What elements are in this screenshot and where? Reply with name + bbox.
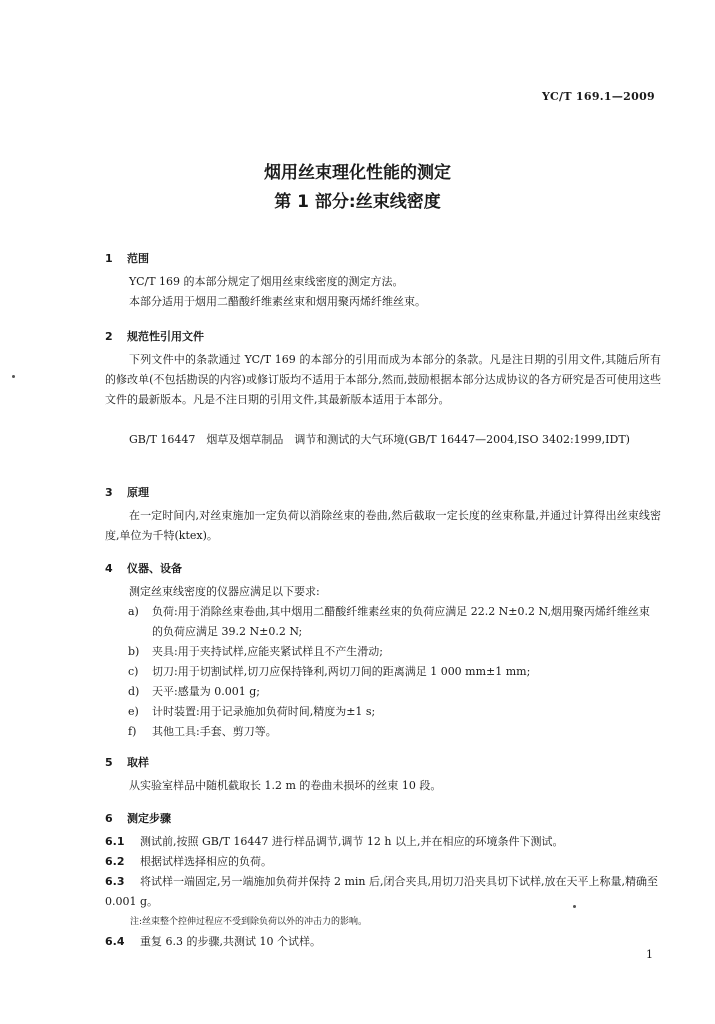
list-item-text: 计时装置:用于记录施加负荷时间,精度为±1 s; <box>152 705 376 718</box>
list-item-label: a) <box>128 605 139 618</box>
subsection-number: 6.4 <box>105 935 125 948</box>
section-number: 3 <box>105 486 113 499</box>
note: 注:丝束整个控伸过程应不受到除负荷以外的冲击力的影响。 <box>130 917 368 927</box>
list-item-label: f) <box>128 725 137 738</box>
subsection-text: 将试样一端固定,另一端施加负荷并保持 2 min 后,闭合夹具,用切刀沿夹具切下试样,放在天平上称量,精确至 0.001 g。 <box>105 875 659 908</box>
section-2-heading <box>105 328 204 344</box>
subsection-number: 6.2 <box>105 855 125 868</box>
section-4-heading <box>105 560 182 576</box>
list-item-text: 负荷:用于消除丝束卷曲,其中烟用二醋酸纤维素丝束的负荷应满足 22.2 N±0.2 N,烟用聚丙烯纤维丝束的负荷应满足 39.2 N±0.2 N; <box>152 605 650 638</box>
section-1-heading <box>105 250 149 266</box>
list-item <box>130 642 660 662</box>
subsection-6-2 <box>105 852 661 872</box>
list-item <box>130 602 660 642</box>
list-item-text: 其他工具:手套、剪刀等。 <box>152 725 277 738</box>
section-1-paragraph-1: YC/T 169 的本部分规定了烟用丝束线密度的测定方法。 <box>129 275 404 288</box>
standard-code: YC/T 169.1—2009 <box>541 90 655 103</box>
subsection-number: 6.3 <box>105 875 125 888</box>
scan-speck <box>12 375 15 378</box>
section-2-paragraph-2: GB/T 16447 烟草及烟草制品 调节和测试的大气环境(GB/T 16447—2004,ISO 3402:1999,IDT) <box>129 433 630 446</box>
section-title: 仪器、设备 <box>127 562 182 575</box>
section-1-paragraph-2: 本部分适用于烟用二醋酸纤维素丝束和烟用聚丙烯纤维丝束。 <box>129 295 426 308</box>
section-title: 取样 <box>127 756 149 769</box>
section-title: 原理 <box>127 486 149 499</box>
subsection-text: 测试前,按照 GB/T 16447 进行样品调节,调节 12 h 以上,并在相应的环境条件下测试。 <box>140 835 564 848</box>
scan-speck <box>573 905 576 908</box>
section-3-paragraph-1: 在一定时间内,对丝束施加一定负荷以消除丝束的卷曲,然后截取一定长度的丝束称量,并通过计算得出丝束线密度,单位为千特(ktex)。 <box>105 509 661 542</box>
list-item-label: e) <box>128 705 139 718</box>
list-item <box>130 722 660 742</box>
section-5-heading <box>105 754 149 770</box>
list-item-label: d) <box>128 685 140 698</box>
subsection-text: 根据试样选择相应的负荷。 <box>140 855 272 868</box>
section-2-paragraph-1: 下列文件中的条款通过 YC/T 169 的本部分的引用而成为本部分的条款。凡是注日期的引用文件,其随后所有的修改单(不包括勘误的内容)或修订版均不适用于本部分,然而,鼓励根据本部分达成协议的各方研究是否可使用这些文件的最新版本。凡是不注日期的引用文件,其最新版本适用于本部分。 <box>105 353 661 406</box>
subsection-text: 重复 6.3 的步骤,共测试 10 个试样。 <box>140 935 321 948</box>
list-item-label: b) <box>128 645 140 658</box>
subsection-6-1 <box>105 832 661 852</box>
section-3-heading <box>105 484 149 500</box>
list-item-label: c) <box>128 665 139 678</box>
section-number: 5 <box>105 756 113 769</box>
list-item-text: 天平:感量为 0.001 g; <box>152 685 260 698</box>
section-5-paragraph-1: 从实验室样品中随机截取长 1.2 m 的卷曲未损坏的丝束 10 段。 <box>129 779 442 792</box>
list-item <box>130 702 660 722</box>
section-number: 2 <box>105 330 113 343</box>
section-6-heading <box>105 810 171 826</box>
section-title: 测定步骤 <box>127 812 171 825</box>
list-item-text: 夹具:用于夹持试样,应能夹紧试样且不产生滑动; <box>152 645 383 658</box>
section-4-intro: 测定丝束线密度的仪器应满足以下要求: <box>129 585 320 598</box>
list-item <box>130 662 660 682</box>
section-number: 4 <box>105 562 113 575</box>
section-number: 6 <box>105 812 113 825</box>
list-item-text: 切刀:用于切割试样,切刀应保持锋利,两切刀间的距离满足 1 000 mm±1 mm; <box>152 665 531 678</box>
document-subtitle: 第 1 部分:丝束线密度 <box>274 192 441 212</box>
document-title: 烟用丝束理化性能的测定 <box>264 163 451 183</box>
subsection-number: 6.1 <box>105 835 125 848</box>
page-number: 1 <box>646 948 653 961</box>
subsection-6-4 <box>105 932 661 952</box>
subsection-6-3 <box>105 872 661 912</box>
section-number: 1 <box>105 252 113 265</box>
list-item <box>130 682 660 702</box>
section-title: 范围 <box>127 252 149 265</box>
section-title: 规范性引用文件 <box>127 330 204 343</box>
